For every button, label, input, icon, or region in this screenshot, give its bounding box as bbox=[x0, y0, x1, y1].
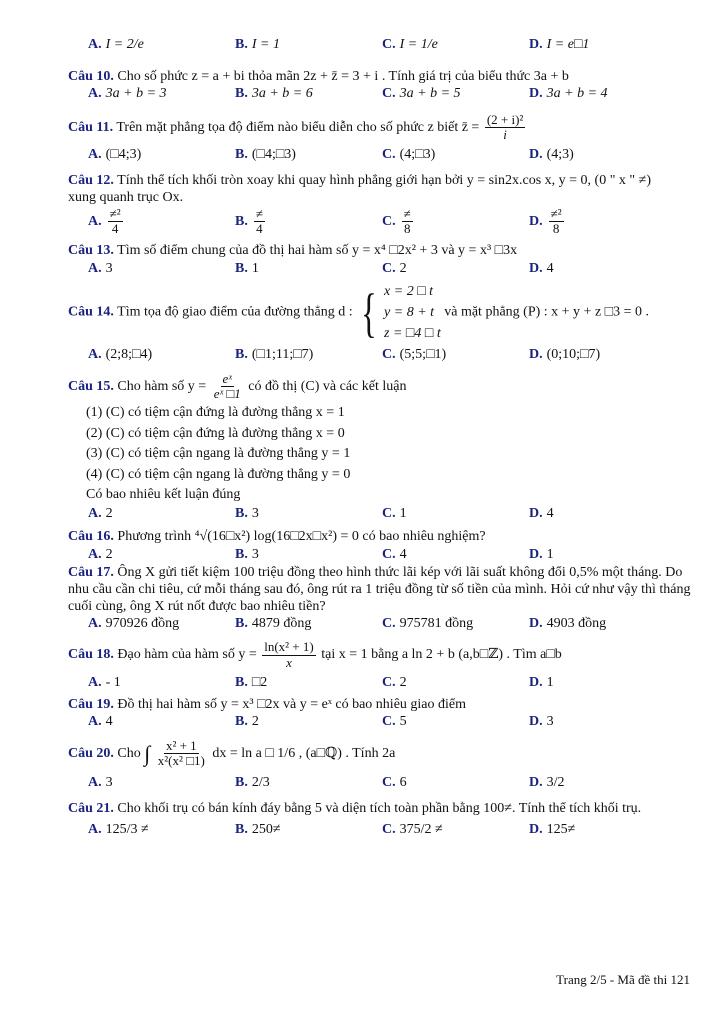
q13-option-b: B. 1 bbox=[235, 260, 259, 276]
question-stem: Trên mặt phẳng tọa độ điểm nào biểu diễn cho số phức z biết z̄ = bbox=[116, 119, 480, 135]
question-17 bbox=[68, 565, 694, 632]
q17-option-d: D. 4903 đồng bbox=[529, 615, 607, 631]
statement-2: (2) (C) có tiệm cận đứng là đường thẳng x = 0 bbox=[86, 425, 345, 441]
question-stem: Đạo hàm của hàm số y = bbox=[117, 647, 257, 663]
question-number: Câu 12. bbox=[68, 172, 114, 188]
question-15 bbox=[68, 372, 694, 523]
question-number: Câu 20. bbox=[68, 745, 114, 761]
q17-options bbox=[68, 616, 694, 633]
q11-options bbox=[68, 146, 694, 164]
question-number: Câu 16. bbox=[68, 529, 114, 545]
brace-icon: { bbox=[361, 282, 377, 343]
q9-option-c: C. I = 1/e bbox=[382, 37, 438, 52]
q11-option-a: A. (□4;3) bbox=[88, 147, 142, 163]
q20-option-a: A. 3 bbox=[88, 775, 113, 791]
q19-option-c: C. 5 bbox=[382, 714, 407, 730]
statement-1: (1) (C) có tiệm cận đứng là đường thẳng x = 1 bbox=[86, 405, 345, 421]
integral-icon: ∫ bbox=[144, 740, 151, 766]
question-stem: Đồ thị hai hàm số y = x³ □2x và y = eˣ có bao nhiêu giao điểm bbox=[117, 696, 466, 712]
question-stem: Tìm tọa độ giao điểm của đường thẳng d : bbox=[117, 304, 353, 320]
q18-option-c: C. 2 bbox=[382, 675, 407, 691]
q15-option-b: B. 3 bbox=[235, 505, 259, 521]
question-number: Câu 18. bbox=[68, 647, 114, 663]
q9-option-b: B. I = 1 bbox=[235, 37, 280, 52]
question-number: Câu 21. bbox=[68, 800, 114, 816]
question-number: Câu 19. bbox=[68, 696, 114, 712]
q12-option-b: B. $\frac{\ne}{4}$ bbox=[235, 205, 263, 236]
question-stem-cont: xung quanh trục Ox. bbox=[68, 190, 184, 206]
q9-option-a: A. I = 2/e bbox=[88, 37, 144, 52]
q15-options bbox=[68, 505, 694, 523]
question-number: Câu 10. bbox=[68, 68, 114, 84]
q18-option-b: B. □2 bbox=[235, 675, 268, 691]
q9-options bbox=[68, 0, 694, 54]
question-ask: Có bao nhiêu kết luận đúng bbox=[86, 487, 241, 503]
q14-option-b: B. (□1;11;□7) bbox=[235, 347, 314, 363]
question-stem: Ông X gửi tiết kiệm 100 triệu đồng theo hình thức lãi kép với lãi suất không đổi 0,5% một tháng. Do nhu cầu cần chi tiêu, cứ mỗi tháng sau đó, ông rút ra 1 triệu đồng từ số tiền của mình. Hỏi cứ như vậy thì tháng cuối cùng, ông X rút nốt được bao nhiêu tiền? bbox=[68, 565, 691, 614]
q21-option-d: D. 125≠ bbox=[529, 822, 576, 838]
question-stem-cont: dx = ln a □ 1/6 , (a□ℚ) . Tính 2a bbox=[212, 745, 396, 761]
integrand-fraction: $\frac{\text{x² + 1}}{\text{x²(x² □1)}}$ bbox=[157, 737, 205, 768]
q21-option-b: B. 250≠ bbox=[235, 822, 281, 838]
q10-option-d: D. 3a + b = 4 bbox=[529, 86, 608, 101]
q19-options bbox=[68, 713, 694, 731]
q13-option-a: A. 3 bbox=[88, 260, 113, 276]
question-stem: Cho số phức z = a + bi thỏa mãn 2z + z̄ = 3 + i . Tính giá trị của biểu thức 3a + b bbox=[117, 68, 569, 84]
question-12 bbox=[68, 172, 694, 237]
q18-option-a: A. - 1 bbox=[88, 675, 121, 691]
q14-options bbox=[68, 346, 694, 364]
q17-option-b: B. 4879 đồng bbox=[235, 615, 312, 631]
q20-options bbox=[68, 774, 694, 792]
question-number: Câu 17. bbox=[68, 565, 114, 581]
question-20 bbox=[68, 739, 694, 792]
q13-options bbox=[68, 260, 694, 278]
q20-option-d: D. 3/2 bbox=[529, 775, 565, 791]
q11-option-d: D. (4;3) bbox=[529, 147, 574, 163]
question-stem: Cho khối trụ có bán kính đáy bằng 5 và diện tích toàn phần bằng 100≠. Tính thể tích khối trụ. bbox=[117, 800, 642, 816]
question-number: Câu 11. bbox=[68, 119, 114, 135]
stem-fraction: $\frac{\text{(2 + i)²}}{i}$ bbox=[486, 111, 524, 142]
q17-option-c: C. 975781 đồng bbox=[382, 615, 474, 631]
q10-option-c: C. 3a + b = 5 bbox=[382, 86, 461, 101]
q12-option-c: C. $\frac{\ne}{8}$ bbox=[382, 205, 411, 236]
q16-option-d: D. 1 bbox=[529, 546, 554, 562]
question-number: Câu 13. bbox=[68, 243, 114, 259]
stem-fraction: $\frac{\text{ln(x² + 1)}}{x}$ bbox=[264, 639, 314, 670]
q18-options bbox=[68, 674, 694, 692]
q12-option-d: D. $\frac{\text{≠²}}{8}$ bbox=[529, 205, 562, 236]
question-13 bbox=[68, 242, 694, 277]
question-stem: Cho hàm số y = bbox=[117, 378, 207, 394]
q10-options bbox=[68, 85, 694, 103]
q19-option-d: D. 3 bbox=[529, 714, 554, 730]
question-stem-end: và mặt phẳng (P) : x + y + z □3 = 0 . bbox=[444, 304, 650, 320]
q19-option-b: B. 2 bbox=[235, 714, 259, 730]
question-stem: Phương trình ⁴√(16□x²) log(16□2x□x²) = 0 có bao nhiêu nghiệm? bbox=[117, 529, 486, 545]
question-number: Câu 14. bbox=[68, 304, 114, 320]
line-equation-system: { x = 2 □ t y = 8 + t z = □4 □ t bbox=[361, 282, 441, 343]
q15-option-c: C. 1 bbox=[382, 505, 407, 521]
q10-option-a: A. 3a + b = 3 bbox=[88, 86, 167, 101]
question-14 bbox=[68, 281, 694, 364]
statement-4: (4) (C) có tiệm cận ngang là đường thẳng y = 0 bbox=[86, 466, 351, 482]
q19-option-a: A. 4 bbox=[88, 714, 113, 730]
q15-option-a: A. 2 bbox=[88, 505, 113, 521]
q14-option-c: C. (5;5;□1) bbox=[382, 347, 447, 363]
q17-option-a: A. 970926 đồng bbox=[88, 615, 180, 631]
stem-fraction: $\frac{\text{eˣ}}{\text{eˣ □1}}$ bbox=[213, 370, 241, 401]
q11-option-b: B. (□4;□3) bbox=[235, 147, 296, 163]
q13-option-d: D. 4 bbox=[529, 260, 554, 276]
q21-options bbox=[68, 821, 694, 839]
statement-3: (3) (C) có tiệm cận ngang là đường thẳng y = 1 bbox=[86, 446, 351, 462]
q10-option-b: B. 3a + b = 6 bbox=[235, 86, 313, 101]
question-18 bbox=[68, 640, 694, 691]
q16-option-b: B. 3 bbox=[235, 546, 259, 562]
question-10 bbox=[68, 68, 694, 103]
q20-option-b: B. 2/3 bbox=[235, 775, 270, 791]
q13-option-c: C. 2 bbox=[382, 260, 407, 276]
q20-option-c: C. 6 bbox=[382, 775, 407, 791]
question-16 bbox=[68, 528, 694, 563]
q16-options bbox=[68, 546, 694, 564]
q21-option-c: C. 375/2 ≠ bbox=[382, 822, 443, 838]
question-21 bbox=[68, 800, 694, 839]
q12-option-a: A. $\frac{\text{≠²}}{4}$ bbox=[88, 205, 121, 236]
page-footer: Trang 2/5 - Mã đề thi 121 bbox=[556, 972, 690, 987]
q16-option-a: A. 2 bbox=[88, 546, 113, 562]
question-stem-cont: tại x = 1 bằng a ln 2 + b (a,b□ℤ) . Tìm a□b bbox=[321, 647, 562, 663]
q18-option-d: D. 1 bbox=[529, 675, 554, 691]
question-stem: Tính thể tích khối tròn xoay khi quay hình phẳng giới hạn bởi y = sin2x.cos x, y = 0, (0 " x " ≠) bbox=[117, 172, 651, 188]
q15-option-d: D. 4 bbox=[529, 505, 554, 521]
q21-option-a: A. 125/3 ≠ bbox=[88, 822, 149, 838]
q11-option-c: C. (4;□3) bbox=[382, 147, 436, 163]
q12-options bbox=[68, 207, 694, 237]
question-19 bbox=[68, 696, 694, 731]
question-stem-cont: có đồ thị (C) và các kết luận bbox=[248, 378, 407, 394]
question-number: Câu 15. bbox=[68, 378, 114, 394]
q16-option-c: C. 4 bbox=[382, 546, 407, 562]
question-11 bbox=[68, 113, 694, 164]
q14-option-a: A. (2;8;□4) bbox=[88, 347, 153, 363]
q14-option-d: D. (0;10;□7) bbox=[529, 347, 601, 363]
question-stem: Cho bbox=[117, 745, 141, 761]
q9-option-d: D. I = e□1 bbox=[529, 37, 590, 52]
question-stem: Tìm số điểm chung của đồ thị hai hàm số y = x⁴ □2x² + 3 và y = x³ □3x bbox=[117, 243, 518, 259]
